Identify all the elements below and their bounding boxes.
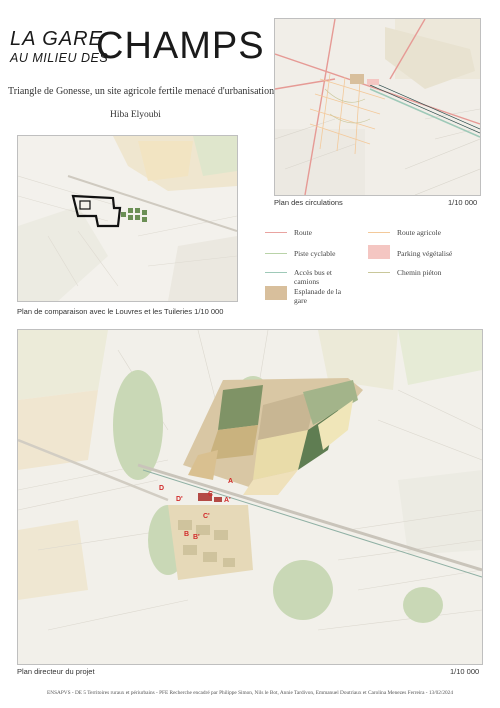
marker-a-prime: A' [224,497,231,504]
legend-swatch-parking-vegetalise [368,245,390,259]
title-au-milieu-des: AU MILIEU DES [10,51,109,65]
master-plan-map [17,329,483,665]
legend-label-parking-vegetalise: Parking végétalisé [397,249,453,258]
legend-label-chemin-pieton: Chemin piéton [397,268,442,277]
master-plan-caption: Plan directeur du projet [17,667,95,676]
author-name: Hiba Elyoubi [110,110,161,120]
legend-swatch-piste-cyclable [265,253,287,254]
legend-label-piste-cyclable: Piste cyclable [294,249,336,258]
circulation-map-caption: Plan des circulations [274,198,343,207]
marker-d-prime: D' [176,496,183,503]
legend-label-acces-bus: Accès bus et camions [294,268,332,286]
comparison-map-drawing [18,136,237,301]
legend-swatch-chemin-pieton [368,272,390,273]
title-champs: CHAMPS [96,25,265,67]
legend-label-esplanade: Esplanade de la gare [294,287,342,305]
legend-swatch-esplanade [265,286,287,300]
marker-b: B [184,531,190,538]
marker-d: D [159,485,165,492]
subtitle: Triangle de Gonesse, un site agricole fertile menacé d'urbanisation [8,86,275,97]
legend-swatch-acces-bus [265,272,287,273]
marker-c: C [208,491,214,498]
marker-c-prime: C' [203,513,210,520]
master-plan-scale: 1/10 000 [450,667,480,676]
legend-label-route: Route [294,228,312,237]
legend-label-route-agricole: Route agricole [397,228,441,237]
legend-swatch-route [265,232,287,233]
circulation-map [274,18,481,196]
legend-swatch-route-agricole [368,232,390,233]
master-plan-drawing [18,330,482,664]
marker-b-prime: B' [193,534,200,541]
title-la-gare: LA GARE [10,28,103,50]
comparison-map-caption: Plan de comparaison avec le Louvres et les Tuileries 1/10 000 [17,307,224,316]
marker-a: A [228,478,234,485]
comparison-map [17,135,238,302]
footer-credits: ENSAPVS - DE 5 Territoires ruraux et périurbains - PFE Recherche encadré par Philippe Simon, Nils le Bot, Annie Tardivon, Emmanuel Doutriaux et Carolina Menezes Ferreira - 13/02/2024 [47,690,453,696]
circulation-map-drawing [275,19,480,195]
circulation-map-scale: 1/10 000 [448,198,478,207]
